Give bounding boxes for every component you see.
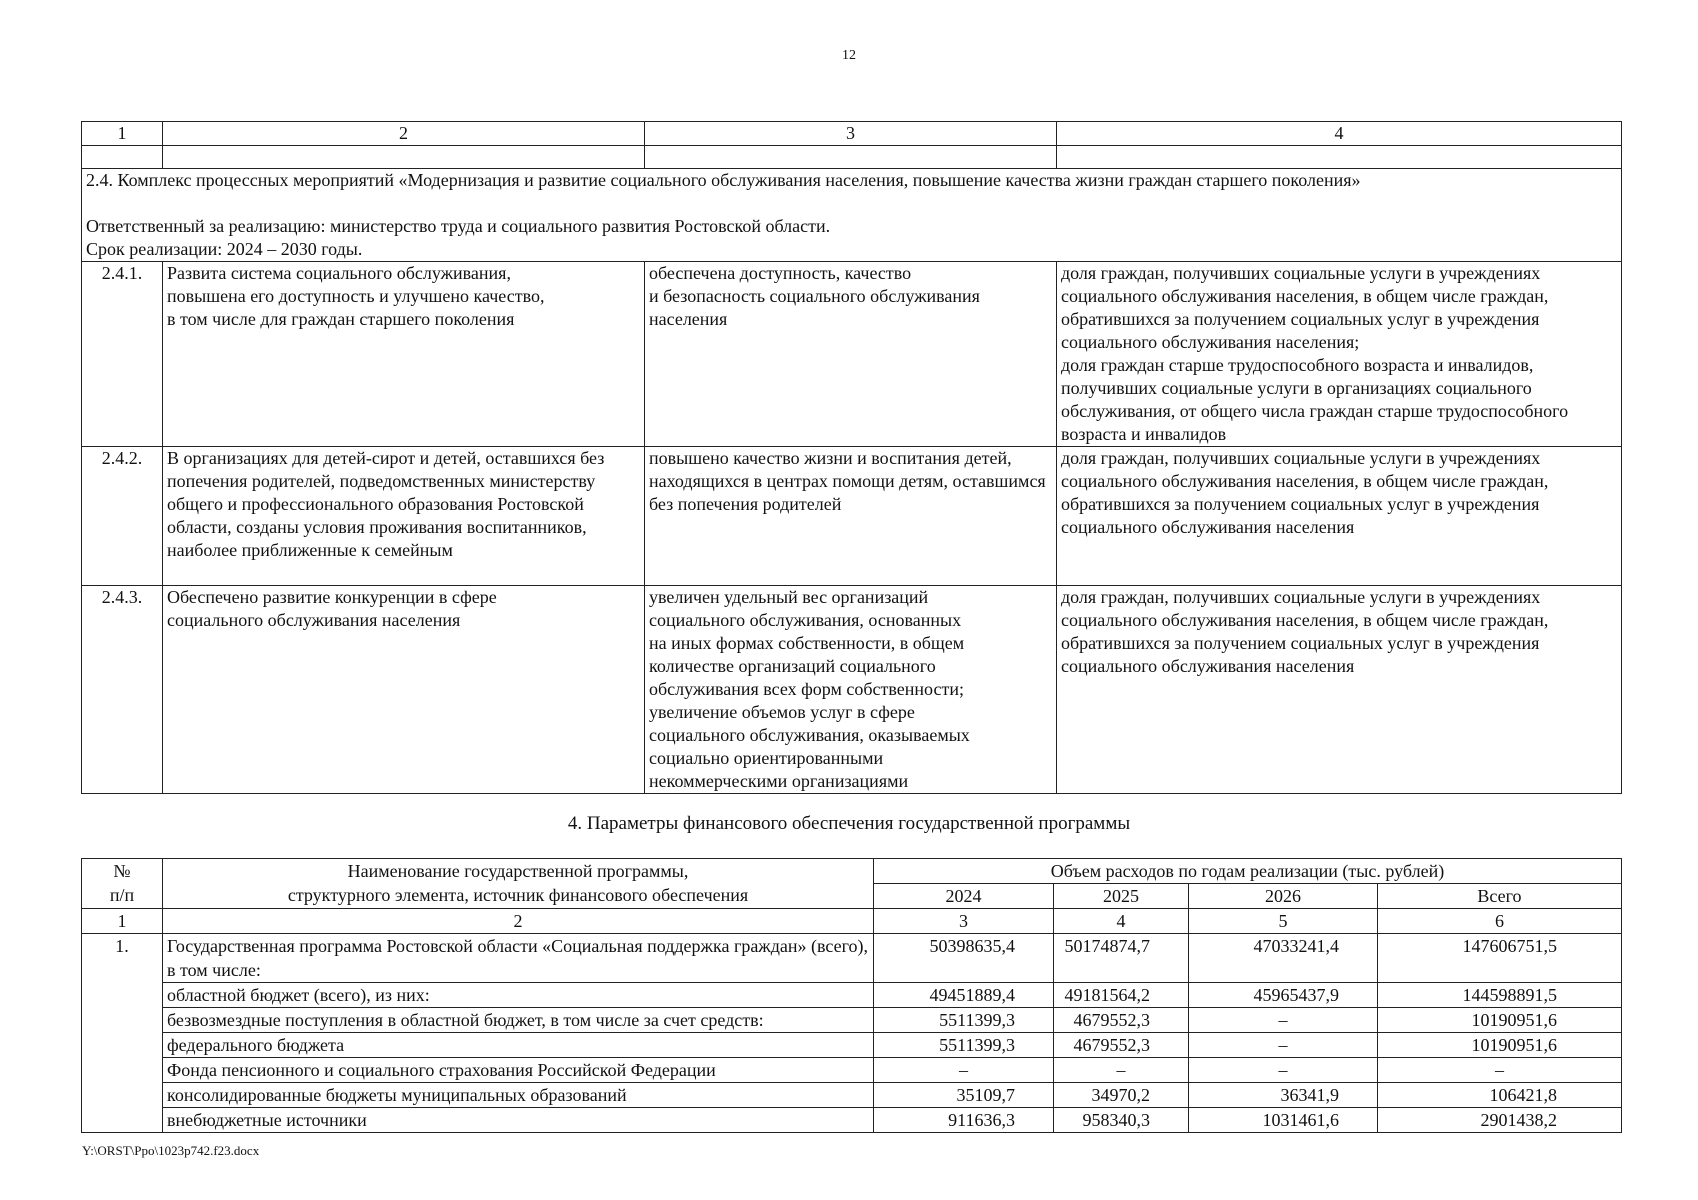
value-total: 10190951,6 (1378, 1008, 1622, 1033)
year-2025: 2025 (1054, 884, 1189, 909)
table-row (82, 262, 1622, 447)
source-name: безвозмездные поступления в областной бюджет, в том числе за счет средств: (163, 1008, 874, 1033)
value-2025: 4679552,3 (1054, 1033, 1189, 1058)
source-name: областной бюджет (всего), из них: (163, 983, 874, 1008)
indicator-cell: доля граждан, получивших социальные услуги в учреждениях социального обслуживания населения, в общем числе граждан, обратившихся за получением социальных услуг в учреждения социального обслуживания населения (1057, 586, 1622, 794)
task-cell: Обеспечено развитие конкуренции в сфере социального обслуживания населения (163, 586, 645, 794)
finance-colnumbers-row (82, 909, 1622, 934)
table-row (82, 1033, 1622, 1058)
value-2024: 35109,7 (874, 1083, 1054, 1108)
value-2024: 5511399,3 (874, 1008, 1054, 1033)
table-row (82, 447, 1622, 586)
colnum-6: 6 (1378, 909, 1622, 934)
value-total: 106421,8 (1378, 1083, 1622, 1108)
page-number: 12 (842, 48, 856, 63)
source-name: федерального бюджета (163, 1033, 874, 1058)
value-2024: 5511399,3 (874, 1033, 1054, 1058)
finance-header-row (82, 859, 1622, 884)
year-2024: 2024 (874, 884, 1054, 909)
table-row (82, 1008, 1622, 1033)
value-2025: 50174874,7 (1054, 934, 1189, 983)
year-total: Всего (1378, 884, 1622, 909)
value-2026: 47033241,4 (1189, 934, 1378, 983)
colnum-5: 5 (1189, 909, 1378, 934)
table-row (82, 934, 1622, 983)
table-row (82, 1058, 1622, 1083)
head-volume: Объем расходов по годам реализации (тыс. рублей) (874, 859, 1622, 884)
value-2026: 45965437,9 (1189, 983, 1378, 1008)
task-cell: Развита система социального обслуживания, повышена его доступность и улучшено качество, в том числе для граждан старшего поколения (163, 262, 645, 447)
table-row (82, 586, 1622, 794)
head-name: Наименование государственной программы, структурного элемента, источник финансового обеспечения (163, 859, 874, 909)
row-number: 1. (82, 934, 163, 1133)
section-title: 2.4. Комплекс процессных мероприятий «Модернизация и развитие социального обслуживания населения, повышение качества жизни граждан старшего поколения» (86, 170, 1361, 190)
value-2026: 36341,9 (1189, 1083, 1378, 1108)
empty-row (82, 146, 1622, 169)
result-cell: обеспечена доступность, качество и безопасность социального обслуживания населения (645, 262, 1057, 447)
value-2026: – (1189, 1033, 1378, 1058)
table-row (82, 1083, 1622, 1108)
column-number-1: 1 (82, 122, 163, 146)
result-cell: увеличен удельный вес организаций социального обслуживания, основанных на иных формах собственности, в общем количестве организаций социального обслуживания всех форм собственности; увеличение объемов услуг в сфере социального обслуживания, оказываемых социально ориентированными некоммерческими организациями (645, 586, 1057, 794)
colnum-4: 4 (1054, 909, 1189, 934)
table-row (82, 1108, 1622, 1133)
value-2024: – (874, 1058, 1054, 1083)
value-2025: 958340,3 (1054, 1108, 1189, 1133)
value-2024: 49451889,4 (874, 983, 1054, 1008)
finance-table (81, 858, 1622, 1133)
value-total: – (1378, 1058, 1622, 1083)
value-2024: 911636,3 (874, 1108, 1054, 1133)
head-number: № п/п (82, 859, 163, 909)
task-cell: В организациях для детей-сирот и детей, оставшихся без попечения родителей, подведомственных министерству общего и профессионального образования Ростовской области, созданы условия проживания воспитанников, наиболее приближенные к семейным (163, 447, 645, 586)
colnum-1: 1 (82, 909, 163, 934)
value-2025: – (1054, 1058, 1189, 1083)
source-name: внебюджетные источники (163, 1108, 874, 1133)
value-2024: 50398635,4 (874, 934, 1054, 983)
source-name: Фонда пенсионного и социального страхования Российской Федерации (163, 1058, 874, 1083)
value-total: 147606751,5 (1378, 934, 1622, 983)
indicator-cell: доля граждан, получивших социальные услуги в учреждениях социального обслуживания населения, в общем числе граждан, обратившихся за получением социальных услуг в учреждения социального обслуживания населения (1057, 447, 1622, 586)
value-total: 144598891,5 (1378, 983, 1622, 1008)
colnum-2: 2 (163, 909, 874, 934)
row-number: 2.4.1. (82, 262, 163, 447)
result-cell: повышено качество жизни и воспитания детей, находящихся в центрах помощи детям, оставшимся без попечения родителей (645, 447, 1057, 586)
file-path-footer: Y:\ORST\Ppo\1023p742.f23.docx (82, 1143, 260, 1158)
section-header-row (82, 169, 1622, 262)
section-caption: 4. Параметры финансового обеспечения государственной программы (567, 813, 1131, 834)
table-row (82, 983, 1622, 1008)
year-2026: 2026 (1189, 884, 1378, 909)
column-number-4: 4 (1057, 122, 1622, 146)
activities-table (81, 121, 1622, 794)
value-total: 10190951,6 (1378, 1033, 1622, 1058)
value-2025: 34970,2 (1054, 1083, 1189, 1108)
term-text: Срок реализации: 2024 – 2030 годы. (86, 239, 363, 259)
value-2025: 49181564,2 (1054, 983, 1189, 1008)
value-2026: – (1189, 1008, 1378, 1033)
column-number-3: 3 (645, 122, 1057, 146)
row-number: 2.4.2. (82, 447, 163, 586)
column-number-2: 2 (163, 122, 645, 146)
indicator-cell: доля граждан, получивших социальные услуги в учреждениях социального обслуживания населения, в общем числе граждан, обратившихся за получением социальных услуг в учреждения социального обслуживания населения; доля граждан старше трудоспособного возраста и инвалидов, получивших социальные услуги в организациях социального обслуживания, от общего числа граждан старше трудоспособного возраста и инвалидов (1057, 262, 1622, 447)
section-header (82, 169, 1622, 262)
colnum-3: 3 (874, 909, 1054, 934)
responsible-text: Ответственный за реализацию: министерство труда и социального развития Ростовской области. (86, 216, 831, 236)
source-name: консолидированные бюджеты муниципальных образований (163, 1083, 874, 1108)
value-2025: 4679552,3 (1054, 1008, 1189, 1033)
row-number: 2.4.3. (82, 586, 163, 794)
activities-table-header-row (82, 122, 1622, 146)
value-2026: 1031461,6 (1189, 1108, 1378, 1133)
value-total: 2901438,2 (1378, 1108, 1622, 1133)
value-2026: – (1189, 1058, 1378, 1083)
source-name: Государственная программа Ростовской области «Социальная поддержка граждан» (всего), в том числе: (163, 934, 874, 983)
